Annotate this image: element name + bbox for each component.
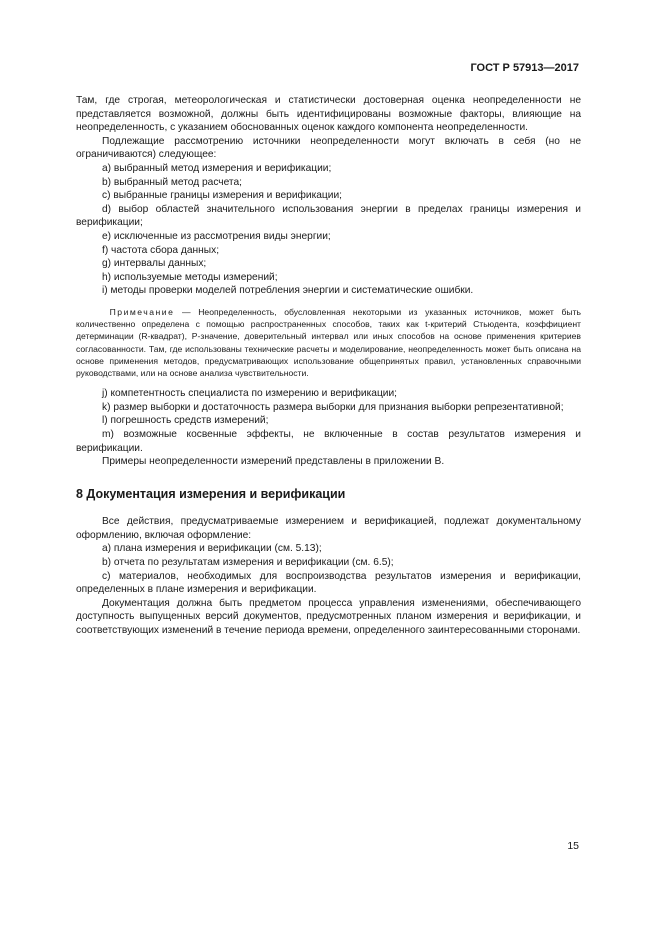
list-item: e) исключенные из рассмотрения виды энергии; <box>102 230 331 242</box>
page-number: 15 <box>567 840 579 852</box>
list-item: m) возможные косвенные эффекты, не включенные в состав результатов измерения и верификации. <box>76 428 581 454</box>
list-item: g) интервалы данных; <box>102 258 207 270</box>
paragraph-uncertainty-factors: Там, где строгая, метеорологическая и статистически достоверная оценка неопределенности не представляется возможной, должны быть идентифицированы возможные факторы, влияющие на неопределенность, с указанием обоснованных оценок каждого компонента неопределенности. <box>76 95 581 134</box>
note-text: Неопределенность, обусловленная некоторыми из указанных источников, может быть количественно определена с помощью распространенных способов, таких как t-критерий Стьюдента, коэффициент детерминации (R-квадрат), P-значение, доверительный интервал или иных способов на основе применения критериев согласованности. Там, где использованы технические расчеты и моделирование, неопределенность может быть описана на основе применения методов, предусматривающих использование общепринятых правил, установленных справочными руководствами, или на основе анализа чувствительности. <box>76 306 581 378</box>
list-item: h) используемые методы измерений; <box>102 271 278 283</box>
list-item: l) погрешность средств измерений; <box>102 415 269 427</box>
document-body <box>76 94 581 638</box>
note-dash: — <box>174 306 199 317</box>
list-item: d) выбор областей значительного использования энергии в пределах границы измерения и верификации; <box>76 203 581 229</box>
list-item: j) компетентность специалиста по измерению и верификации; <box>102 388 397 400</box>
note-label: Примечание <box>109 306 175 317</box>
list-item: b) отчета по результатам измерения и верификации (см. 6.5); <box>102 557 394 569</box>
document-code: ГОСТ Р 57913—2017 <box>470 62 579 74</box>
section-title: 8 Документация измерения и верификации <box>76 486 346 501</box>
list-item: c) выбранные границы измерения и верификации; <box>102 190 342 202</box>
note <box>76 306 581 379</box>
list-item: a) плана измерения и верификации (см. 5.13); <box>102 543 322 555</box>
list-item: f) частота сбора данных; <box>102 244 220 256</box>
paragraph-section-intro: Все действия, предусматриваемые измерением и верификацией, подлежат документальному оформлению, включая оформление: <box>76 516 581 541</box>
list-item: a) выбранный метод измерения и верификации; <box>102 162 332 174</box>
list-item: i) методы проверки моделей потребления энергии и систематические ошибки. <box>102 285 474 297</box>
list-item: k) размер выборки и достаточность размера выборки для признания выборки репрезентативной; <box>102 401 564 413</box>
paragraph-section-closing: Документация должна быть предметом процесса управления изменениями, обеспечивающего доступность выпущенных версий документов, предусмотренных планом измерения и верификации, и соответствующих изменений в течение периода времени, определенного заинтересованными сторонами. <box>76 597 581 637</box>
paragraph-examples: Примеры неопределенности измерений представлены в приложении В. <box>102 456 445 468</box>
list-item: b) выбранный метод расчета; <box>102 176 242 188</box>
paragraph-sources-intro: Подлежащие рассмотрению источники неопределенности могут включать в себя (но не ограничиваются) следующее: <box>76 135 581 161</box>
list-item: c) материалов, необходимых для воспроизводства результатов измерения и верификации, определенных в плане измерения и верификации. <box>76 570 581 596</box>
